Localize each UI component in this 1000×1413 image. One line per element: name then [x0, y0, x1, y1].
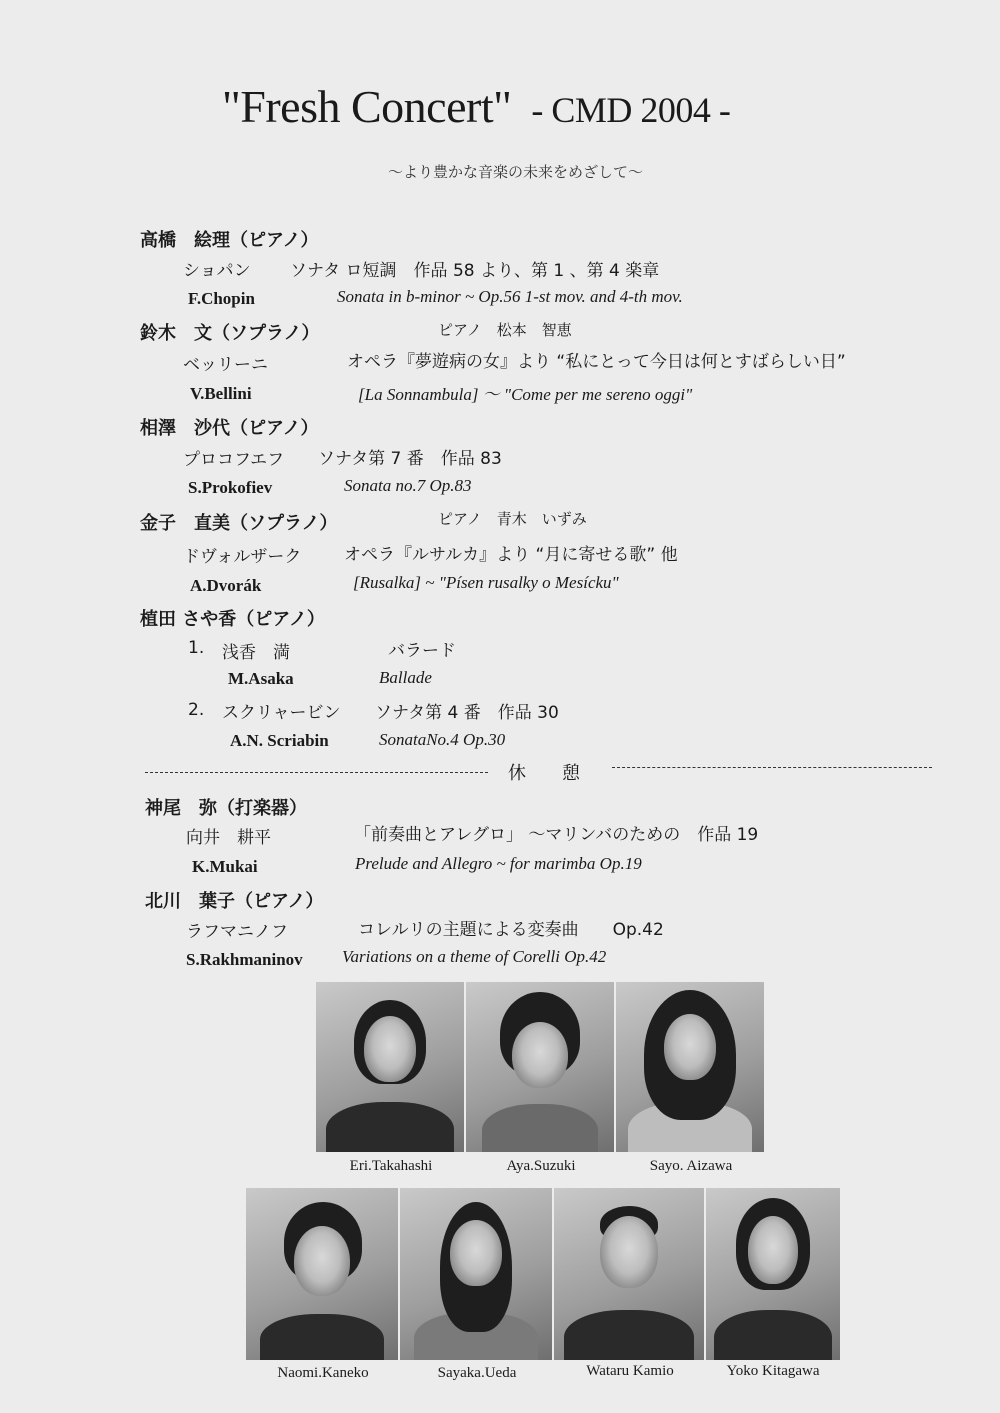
work-ja: ソナタ ロ短調 作品 58 より、第 1 、第 4 楽章 [290, 261, 660, 281]
work-en: Prelude and Allegro ~ for marimba Op.19 [355, 854, 642, 873]
work-ja: 「前奏曲とアレグロ」 ～マリンバのための 作品 19 [354, 825, 759, 845]
performer-name: 植田 さや香（ピアノ） [140, 609, 325, 630]
portrait-photo [706, 1188, 840, 1360]
composer-ja: 浅香 満 [222, 643, 290, 663]
work-ja: コレルリの主題による変奏曲 Op.42 [358, 920, 664, 940]
performer-name: 高橋 絵理（ピアノ） [140, 230, 319, 251]
photo-caption: Eri.Takahashi [349, 1158, 433, 1174]
photo-caption: Wataru Kamio [586, 1363, 674, 1379]
work-ja: バラード [388, 641, 456, 661]
work-en: Sonata in b-minor ~ Op.56 1-st mov. and 4-th mov. [337, 287, 683, 306]
composer-en: V.Bellini [190, 384, 252, 403]
title-cmd: - CMD 2004 - [531, 90, 731, 130]
performer-name: 鈴木 文（ソプラノ） [140, 323, 320, 344]
photo-caption: Sayaka.Ueda [437, 1365, 517, 1381]
photo-caption: Naomi.Kaneko [277, 1365, 369, 1381]
composer-en: M.Asaka [228, 669, 294, 688]
portrait-photo [316, 982, 464, 1152]
composer-ja: ラフマニノフ [186, 922, 288, 942]
performer-name: 北川 葉子（ピアノ） [145, 891, 324, 912]
photo-caption: Yoko Kitagawa [726, 1363, 820, 1379]
work-en: [La Sonnambula] ～ "Come per me sereno oggi" [358, 385, 693, 404]
composer-en: S.Rakhmaninov [186, 950, 303, 969]
work-ja: ソナタ第 4 番 作品 30 [375, 703, 559, 723]
work-en: SonataNo.4 Op.30 [379, 730, 506, 749]
portrait-photo [466, 982, 614, 1152]
photo-caption: Sayo. Aizawa [649, 1158, 733, 1174]
concert-title [222, 80, 730, 133]
work-en: Sonata no.7 Op.83 [344, 476, 472, 495]
piece-number: 2. [188, 700, 205, 720]
composer-ja: ショパン [183, 261, 251, 281]
accompanist: ピアノ 青木 いずみ [438, 510, 587, 528]
portrait-photo [400, 1188, 552, 1360]
tagline: ～より豊かな音楽の未来をめざして～ [388, 163, 644, 181]
composer-ja: プロコフエフ [183, 450, 285, 470]
piece-number: 1. [188, 638, 205, 658]
performer-name: 相澤 沙代（ピアノ） [140, 418, 319, 439]
work-en: [Rusalka] ~ "Písen rusalky o Mesícku" [353, 573, 619, 592]
intermission-label: 休 憩 [508, 763, 580, 784]
performer-name: 神尾 弥（打楽器） [145, 798, 307, 819]
composer-en: A.N. Scriabin [230, 731, 329, 750]
composer-en: F.Chopin [188, 289, 255, 308]
composer-ja: スクリャービン [222, 703, 341, 723]
work-ja: オペラ『ルサルカ』より “月に寄せる歌” 他 [344, 545, 678, 565]
composer-ja: ドヴォルザーク [183, 547, 302, 567]
intermission-divider-right [612, 767, 932, 768]
composer-en: K.Mukai [192, 857, 258, 876]
photo-caption: Aya.Suzuki [506, 1158, 576, 1174]
portrait-photo [554, 1188, 704, 1360]
title-main: "Fresh Concert" [222, 81, 512, 132]
work-ja: ソナタ第 7 番 作品 83 [318, 449, 502, 469]
work-ja: オペラ『夢遊病の女』より “私にとって今日は何とすばらしい日” [347, 352, 846, 372]
intermission-divider-left [145, 772, 488, 773]
performer-name: 金子 直美（ソプラノ） [140, 513, 338, 534]
portrait-photo [246, 1188, 398, 1360]
portrait-photo [616, 982, 764, 1152]
composer-en: S.Prokofiev [188, 478, 273, 497]
composer-ja: 向井 耕平 [186, 828, 271, 848]
accompanist: ピアノ 松本 智恵 [438, 321, 572, 339]
work-en: Variations on a theme of Corelli Op.42 [342, 947, 607, 966]
composer-ja: ベッリーニ [183, 355, 268, 375]
work-en: Ballade [379, 668, 432, 687]
composer-en: A.Dvorák [190, 576, 262, 595]
